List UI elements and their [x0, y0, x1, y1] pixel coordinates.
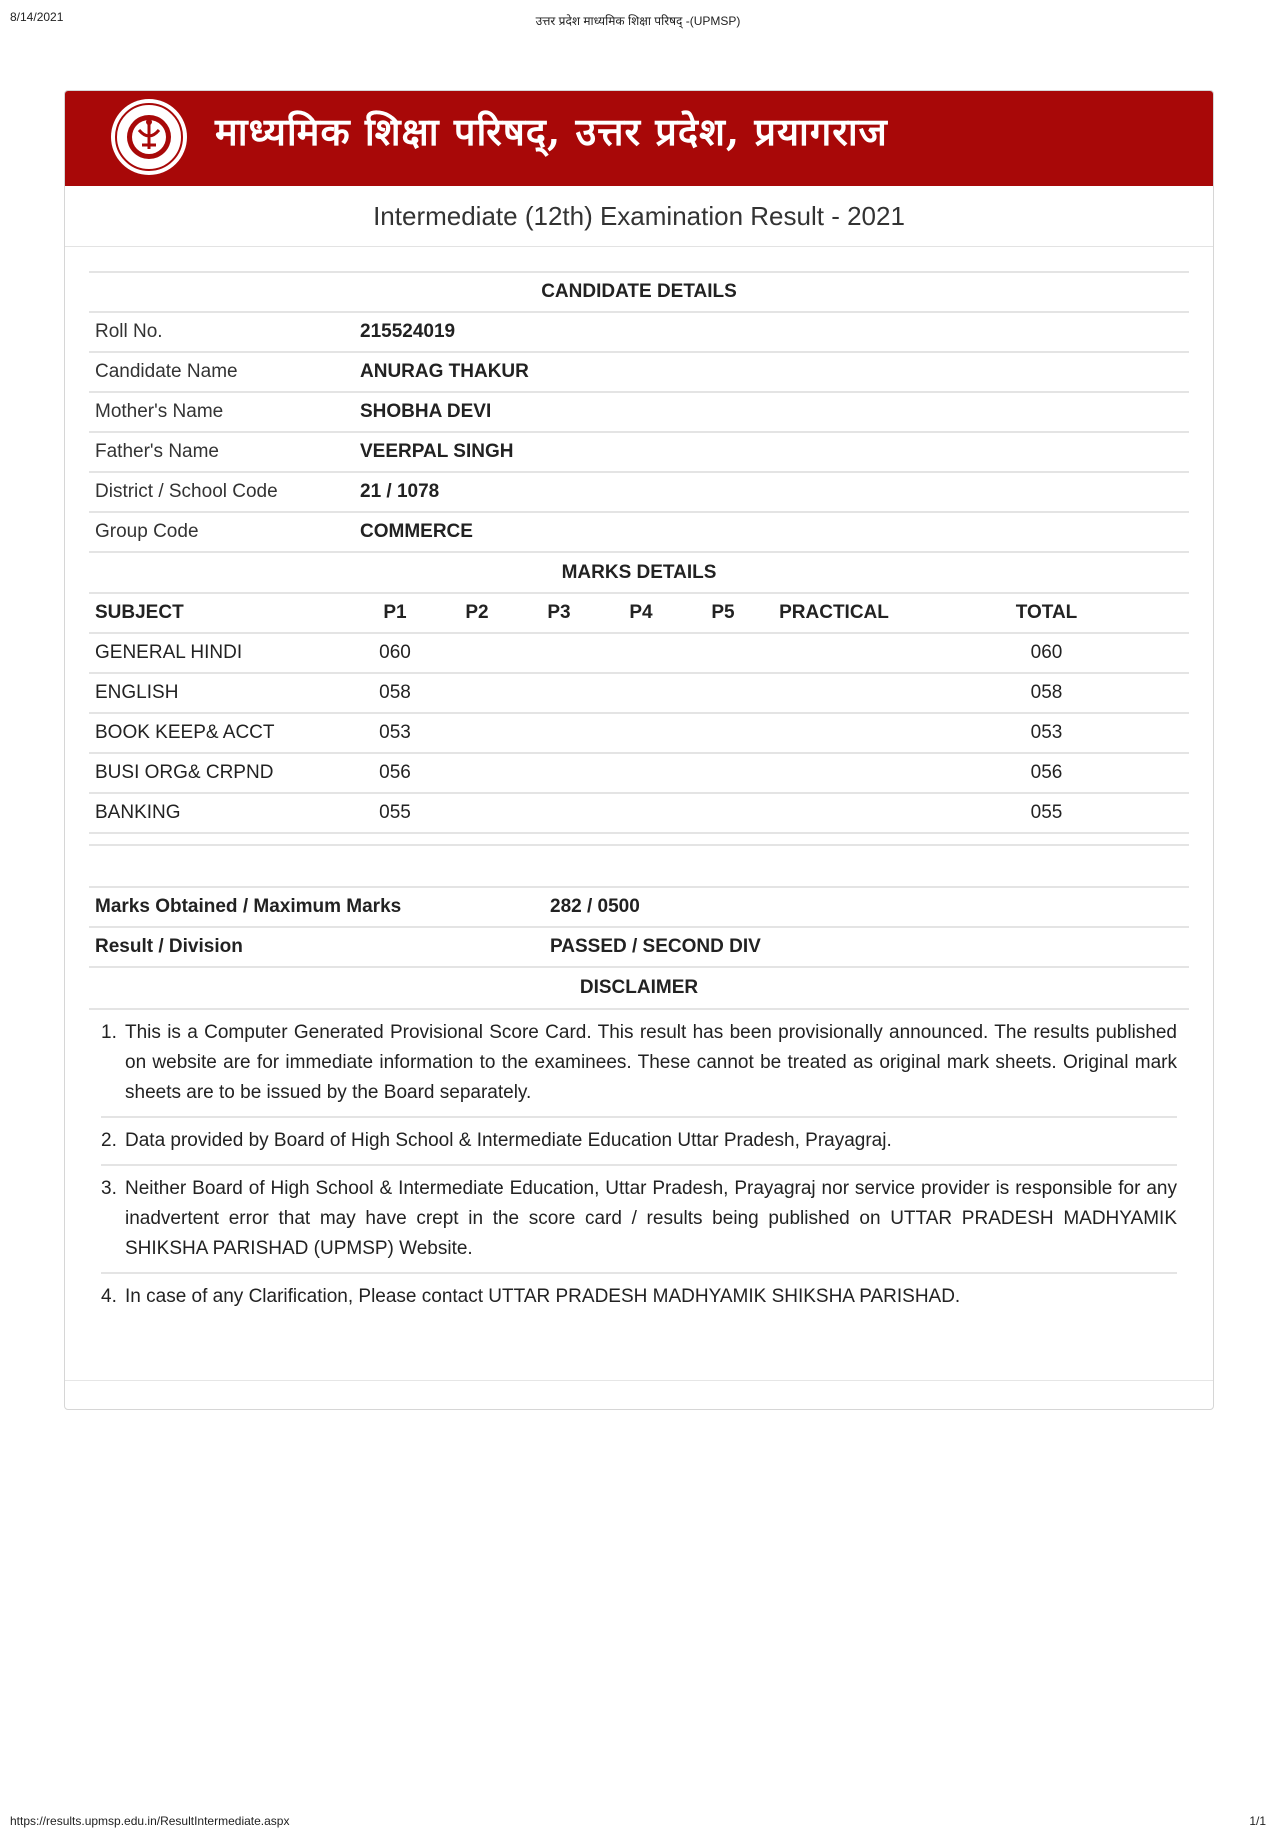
field-value: COMMERCE	[354, 512, 1189, 552]
column-header: P2	[436, 593, 518, 633]
result-card	[64, 90, 1214, 1410]
table-row	[89, 887, 1189, 927]
card-divider	[65, 1380, 1213, 1381]
summary-label: Result / Division	[89, 927, 544, 967]
p5-cell	[682, 753, 764, 793]
print-footer	[10, 1814, 1266, 1830]
marks-details-heading: MARKS DETAILS	[89, 553, 1189, 593]
table-row	[89, 673, 1189, 713]
item-number: 3.	[101, 1178, 117, 1199]
table-row	[89, 713, 1189, 753]
p5-cell	[682, 633, 764, 673]
p1-cell: 053	[354, 713, 436, 753]
spacer-row	[89, 833, 1189, 845]
marks-header-row	[89, 593, 1189, 633]
table-row	[89, 392, 1189, 432]
p2-cell	[436, 633, 518, 673]
table-row	[89, 512, 1189, 552]
total-cell: 055	[904, 793, 1189, 833]
field-label: Group Code	[89, 512, 354, 552]
summary-label: Marks Obtained / Maximum Marks	[89, 887, 544, 927]
print-date: 8/14/2021	[10, 10, 64, 24]
p1-cell: 058	[354, 673, 436, 713]
field-value: SHOBHA DEVI	[354, 392, 1189, 432]
p5-cell	[682, 713, 764, 753]
p3-cell	[518, 673, 600, 713]
list-item	[101, 1166, 1177, 1274]
field-label: Candidate Name	[89, 352, 354, 392]
board-banner	[65, 91, 1213, 186]
print-url: https://results.upmsp.edu.in/ResultIntermediate.aspx	[10, 1814, 290, 1828]
total-cell: 060	[904, 633, 1189, 673]
subject-cell: BUSI ORG& CRPND	[89, 753, 354, 793]
result-summary-table	[89, 886, 1189, 968]
list-item	[101, 1274, 1177, 1320]
item-number: 2.	[101, 1130, 117, 1151]
p4-cell	[600, 713, 682, 753]
column-header: P3	[518, 593, 600, 633]
field-label: Mother's Name	[89, 392, 354, 432]
practical-cell	[764, 713, 904, 753]
p3-cell	[518, 633, 600, 673]
practical-cell	[764, 673, 904, 713]
p4-cell	[600, 793, 682, 833]
table-row	[89, 432, 1189, 472]
table-row	[89, 927, 1189, 967]
p4-cell	[600, 673, 682, 713]
p4-cell	[600, 633, 682, 673]
table-row	[89, 472, 1189, 512]
field-value: 21 / 1078	[354, 472, 1189, 512]
field-label: Roll No.	[89, 312, 354, 352]
p4-cell	[600, 753, 682, 793]
summary-value: PASSED / SECOND DIV	[544, 927, 1189, 967]
field-label: Father's Name	[89, 432, 354, 472]
disclaimer-list	[89, 1010, 1189, 1320]
print-page-title: उत्तर प्रदेश माध्यमिक शिक्षा परिषद् -(UPMSP)	[535, 14, 741, 28]
board-logo-icon	[109, 97, 189, 177]
table-row	[89, 633, 1189, 673]
column-header: PRACTICAL	[764, 593, 904, 633]
disclaimer-heading: DISCLAIMER	[89, 968, 1189, 1010]
item-text: In case of any Clarification, Please contact UTTAR PRADESH MADHYAMIK SHIKSHA PARISHAD.	[125, 1286, 961, 1307]
subject-cell: GENERAL HINDI	[89, 633, 354, 673]
marks-details-table	[89, 553, 1189, 846]
item-text: This is a Computer Generated Provisional Score Card. This result has been provisionally announced. The results published on website are for immediate information to the examinees. These cannot be treated as original mark sheets. Original mark sheets are to be issued by the Board separately.	[125, 1022, 1177, 1103]
p3-cell	[518, 793, 600, 833]
table-row	[89, 753, 1189, 793]
subject-cell: ENGLISH	[89, 673, 354, 713]
item-number: 1.	[101, 1022, 117, 1043]
column-header: P5	[682, 593, 764, 633]
p1-cell: 056	[354, 753, 436, 793]
practical-cell	[764, 753, 904, 793]
candidate-details-table	[89, 271, 1189, 553]
p3-cell	[518, 713, 600, 753]
candidate-details-heading: CANDIDATE DETAILS	[89, 272, 1189, 312]
p3-cell	[518, 753, 600, 793]
table-row	[89, 352, 1189, 392]
column-header: SUBJECT	[89, 593, 354, 633]
p2-cell	[436, 753, 518, 793]
p1-cell: 055	[354, 793, 436, 833]
item-text: Neither Board of High School & Intermediate Education, Uttar Pradesh, Prayagraj nor service provider is responsible for any inadvertent error that may have crept in the score card / results being published on UTTAR PRADESH MADHYAMIK SHIKSHA PARISHAD (UPMSP) Website.	[125, 1178, 1177, 1259]
result-content	[65, 247, 1213, 1320]
table-row	[89, 312, 1189, 352]
subject-cell: BOOK KEEP& ACCT	[89, 713, 354, 753]
print-page-count: 1/1	[1249, 1814, 1266, 1828]
practical-cell	[764, 793, 904, 833]
total-cell: 058	[904, 673, 1189, 713]
p2-cell	[436, 713, 518, 753]
total-cell: 056	[904, 753, 1189, 793]
p1-cell: 060	[354, 633, 436, 673]
field-value: VEERPAL SINGH	[354, 432, 1189, 472]
p5-cell	[682, 793, 764, 833]
p2-cell	[436, 793, 518, 833]
table-row	[89, 793, 1189, 833]
practical-cell	[764, 633, 904, 673]
p2-cell	[436, 673, 518, 713]
item-text: Data provided by Board of High School & Intermediate Education Uttar Pradesh, Prayagraj.	[125, 1130, 892, 1151]
field-value: 215524019	[354, 312, 1189, 352]
board-title: माध्यमिक शिक्षा परिषद्, उत्तर प्रदेश, प्रयागराज	[215, 109, 888, 154]
list-item	[101, 1010, 1177, 1118]
summary-value: 282 / 0500	[544, 887, 1189, 927]
subject-cell: BANKING	[89, 793, 354, 833]
field-label: District / School Code	[89, 472, 354, 512]
list-item	[101, 1118, 1177, 1166]
page-title: Intermediate (12th) Examination Result - 2021	[65, 186, 1213, 247]
field-value: ANURAG THAKUR	[354, 352, 1189, 392]
column-header: P1	[354, 593, 436, 633]
column-header: TOTAL	[904, 593, 1189, 633]
total-cell: 053	[904, 713, 1189, 753]
column-header: P4	[600, 593, 682, 633]
item-number: 4.	[101, 1286, 117, 1307]
p5-cell	[682, 673, 764, 713]
